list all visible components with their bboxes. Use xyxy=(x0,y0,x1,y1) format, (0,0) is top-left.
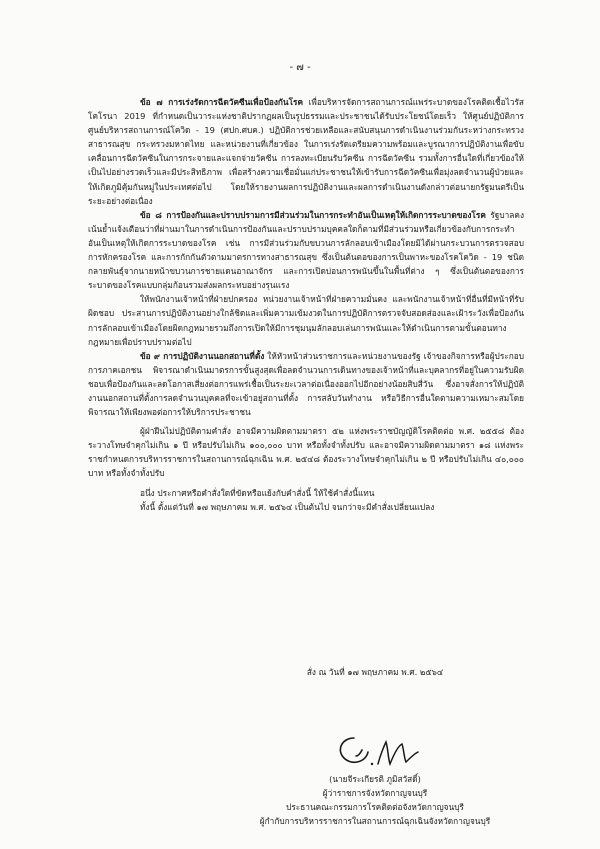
closing-effective: ทั้งนี้ ตั้งแต่วันที่ ๑๗ พฤษภาคม พ.ศ. ๒๕๖๔ เป็นต้นไป จนกว่าจะมีคำสั่งเปลี่ยนแปลง xyxy=(140,501,435,512)
signer-role-emergency: ผู้กำกับการบริหารราชการในสถานการณ์ฉุกเฉินจังหวัดกาญจนบุรี xyxy=(259,816,491,826)
signature xyxy=(332,728,422,772)
document-body xyxy=(88,95,524,514)
section-8 xyxy=(88,208,524,293)
signer-title: ผู้ว่าราชการจังหวัดกาญจนบุรี xyxy=(322,788,428,798)
section-9 xyxy=(88,349,524,419)
section-7-text: เพื่อบริหารจัดการสถานการณ์แพร่ระบาดของโรคติดเชื้อไวรัสโคโรนา 2019 ที่กำหนดเป็นวาระแห่งชาติปรากฏผลเป็นรูปธรรมและประชาชนได้รับประโยชน์โดยเร็ว ให้ศูนย์ปฏิบัติการ ศูนย์บริหารสถานการณ์โควิด - 19 (ศปก.ศบค.) ปฏิบัติการช่วยเหลือและสนับสนุนการดำเนินงานร่วมกันระหว่างกระทรวงสาธารณสุข กระทรวงมหาดไทย และหน่วยงานที่เกี่ยวข้อง ในการเร่งรัดเตรียมความพร้อมและบูรณาการปฏิบัติงานเพื่อขับเคลื่อนการฉีดวัคซีนในการกระจายและแจกจ่ายวัคซีน การลงทะเบียนรับวัคซีน การฉีดวัคซีน รวมทั้งการอื่นใดที่เกี่ยวข้องให้เป็นไปอย่างรวดเร็วและมีประสิทธิภาพ เพื่อสร้างความเชื่อมั่นแก่ประชาชนให้เข้ารับการฉีดวัคซีนเพื่อมุ่งลดจำนวนผู้ป่วยและให้เกิดภูมิคุ้มกันหมู่ในประเทศต่อไป โดยให้รายงานผลการปฏิบัติงานและผลการดำเนินงานดังกล่าวต่อนายกรัฐมนตรีเป็นระยะอย่างต่อเนื่อง xyxy=(88,97,524,206)
signer-role-committee: ประธานคณะกรรมการโรคติดต่อจังหวัดกาญจนบุรี xyxy=(286,802,464,812)
page-number: - ๗ - xyxy=(289,62,311,73)
section-8-text: รัฐบาลคงเน้นย้ำแจ้งเตือนว่าที่ผ่านมาในการดำเนินการป้องกันและปราบปรามบุคคลใดก็ตามที่มีส่วนร่วมหรือเกี่ยวข้องกับการกระทำอันเป็นเหตุให้เกิดการระบาดของโรค เช่น การมีส่วนร่วมกับขบวนการลักลอบเข้าเมืองโดยมิได้ผ่านกระบวนการตรวจสอบ การหักครองโรค และการกักกันตัวตามมาตรการทางสาธารณสุข ซึ่งเป็นต้นตอของการเป็นพาหะของโรคโควิด - 19 ชนิดกลายพันธุ์จากนายหน้าขบวนการชายแดนอาณาจักร และการเปิดบ่อนการพนันขึ้นในพื้นที่ต่าง ๆ ซึ่งเป็นต้นตอของการระบาดของโรคแบบกลุ่มก้อนรวมส่งผลกระทบอย่างรุนแรง xyxy=(88,209,524,291)
signed-date: สั่ง ณ วันที่ ๑๗ พฤษภาคม พ.ศ. ๒๕๖๔ xyxy=(306,667,444,677)
section-7 xyxy=(88,95,524,208)
section-9-text: ให้หัวหน้าส่วนราชการและหน่วยงานของรัฐ เจ้าของกิจการหรือผู้ประกอบการภาคเอกชน พิจารณาดำเนินมาตรการขั้นสูงสุดเพื่อลดจำนวนการเดินทางของเจ้าหน้าที่และบุคลากรที่อยู่ในความรับผิดชอบเพื่อป้องกันและลดโอกาสเสี่ยงต่อการแพร่เชื้อเป็นระยะเวลาต่อเนื่องออกไปอีกอย่างน้อยสิบสี่วัน ซึ่งอาจสั่งการให้ปฏิบัติงานนอกสถานที่ตั้งการลดจำนวนบุคคลที่จะเข้าอยู่สถานที่ตั้ง การสลับวันทำงาน หรือวิธีการอื่นใดตามความเหมาะสมโดยพิจารณาให้เพียงพอต่อการให้บริการประชาชน xyxy=(88,350,525,418)
closing-repeal: อนึ่ง ประกาศหรือคำสั่งใดที่ขัดหรือแย้งกับคำสั่งนี้ ให้ใช้คำสั่งนี้แทน xyxy=(140,487,375,498)
signer-name: (นายจีระเกียรติ ภูมิสวัสดิ์) xyxy=(329,774,421,784)
section-8-heading: ข้อ ๘ การป้องกันและปราบปรามการมีส่วนร่วมในการกระทำอันเป็นเหตุให้เกิดการระบาดของโรค xyxy=(140,209,486,220)
section-7-heading: ข้อ ๗ การเร่งรัดการฉีดวัคซีนเพื่อป้องกันโรค xyxy=(140,97,304,107)
penalty-paragraph: ผู้ฝ่าฝืนไม่ปฏิบัติตามคำสั่ง อาจมีความผิดตามมาตรา ๕๒ แห่งพระราชบัญญัติโรคติดต่อ พ.ศ. ๒๕๕๘ ต้องระวางโทษจำคุกไม่เกิน ๑ ปี หรือปรับไม่เกิน ๑๐๐,๐๐๐ บาท หรือทั้งจำทั้งปรับ และอาจมีความผิดตามมาตรา ๑๘ แห่งพระราชกำหนดการบริหารราชการในสถานการณ์ฉุกเฉิน พ.ศ. ๒๕๔๘ ต้องระวางโทษจำคุกไม่เกิน ๒ ปี หรือปรับไม่เกิน ๔๐,๐๐๐ บาท หรือทั้งจำทั้งปรับ xyxy=(88,426,524,479)
section-9-heading: ข้อ ๙ การปฏิบัติงานนอกสถานที่ตั้ง xyxy=(140,350,265,361)
section-8-paragraph-2: ให้พนักงานเจ้าหน้าที่ฝ่ายปกครอง หน่วยงานเจ้าหน้าที่ฝ่ายความมั่นคง และพนักงานเจ้าหน้าที่อื่นที่มีหน้าที่รับผิดชอบ ประสานการปฏิบัติงานอย่างใกล้ชิดและเพิ่มความเข้มงวดในการปฏิบัติการตรวจจับสอดส่องและเฝ้าระวังเพื่อป้องกันการลักลอบเข้าเมืองโดยผิดกฎหมายรวมถึงการเปิดให้มีการชุมนุมลักลอบเล่นการพนันและให้ดำเนินการตามขั้นตอนทางกฎหมายเพื่อปราบปรามต่อไป xyxy=(88,294,524,347)
